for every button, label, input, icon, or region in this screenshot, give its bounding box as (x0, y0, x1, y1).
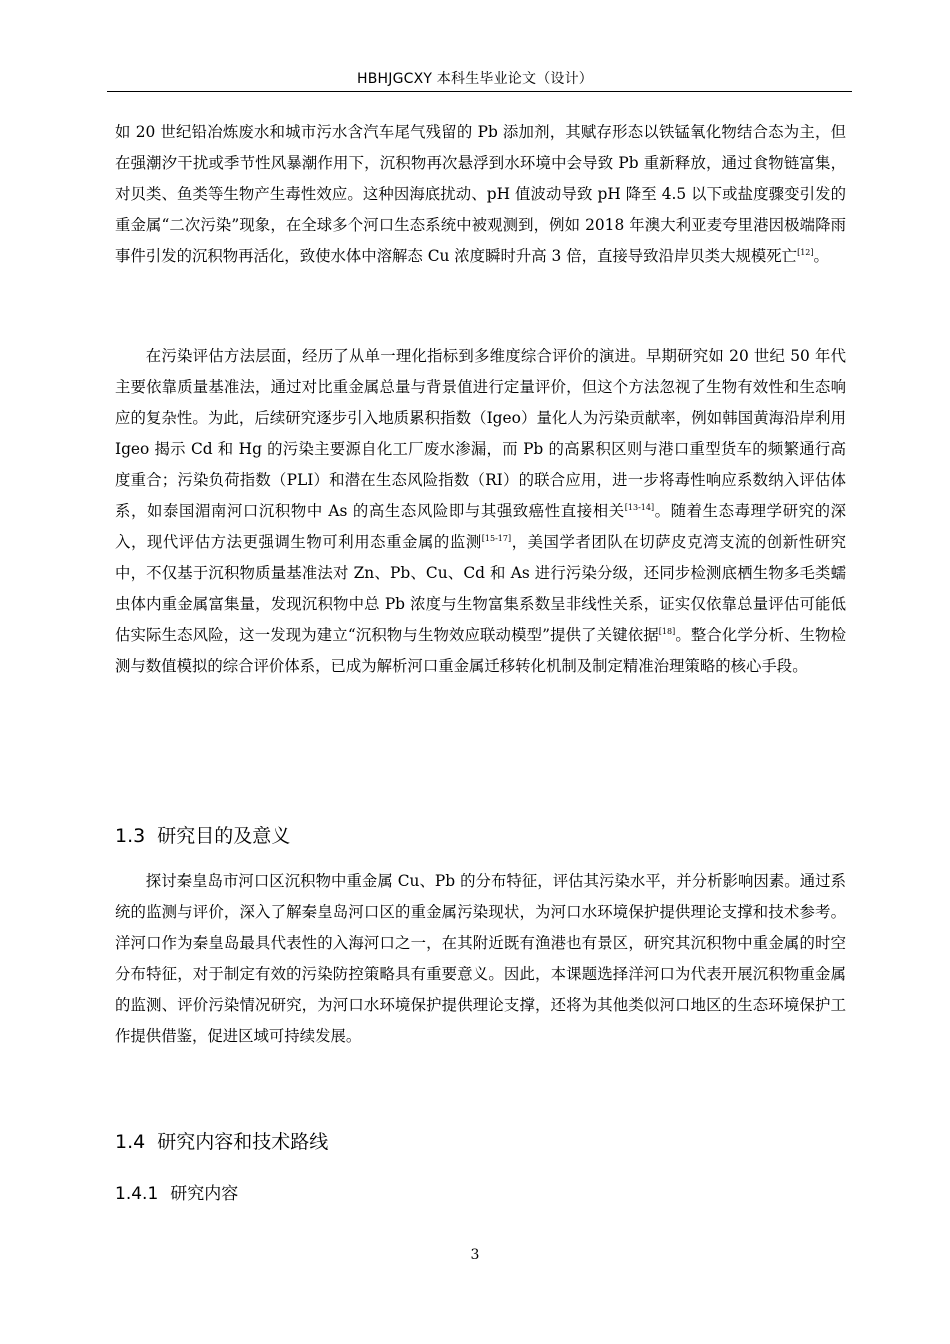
page-header: HBHJGCXY 本科生毕业论文（设计） (356, 71, 593, 87)
paragraph-2-seg4: 。整合化学分析、生物检测与数值模拟的综合评价体系，已成为解析河口重金属迁移转化机制及制定精准治理策略的核心手段。 (115, 626, 846, 675)
section-heading-1-3 (115, 821, 290, 848)
paragraph-2 (115, 341, 846, 682)
header-rule (107, 91, 852, 92)
citation-13-14: [13-14] (624, 502, 655, 512)
section-number: 1.4 (115, 1131, 146, 1153)
paragraph-1-end: 。 (813, 247, 829, 265)
citation-15-17: [15-17] (481, 533, 512, 543)
section-number: 1.3 (115, 825, 146, 847)
subsection-number: 1.4.1 (115, 1184, 159, 1204)
paragraph-1 (115, 117, 846, 272)
page-number: 3 (470, 1247, 480, 1263)
subsection-title: 研究内容 (170, 1184, 239, 1204)
citation-18: [18] (658, 626, 676, 636)
subsection-heading-1-4-1 (115, 1179, 238, 1204)
citation-12: [12] (797, 247, 814, 257)
paragraph-3-text: 探讨秦皇岛市河口区沉积物中重金属 Cu、Pb 的分布特征，评估其污染水平，并分析影响因素。通过系统的监测与评价，深入了解秦皇岛河口区的重金属污染现状，为河口水环境保护提供理论支撑和技术参考。洋河口作为秦皇岛最具代表性的入海河口之一，在其附近既有渔港也有景区，研究其沉积物中重金属的时空分布特征，对于制定有效的污染防控策略具有重要意义。因此，本课题选择洋河口为代表开展沉积物重金属的监测、评价污染情况研究，为河口水环境保护提供理论支撑，还将为其他类似河口地区的生态环境保护工作提供借鉴，促进区域可持续发展。 (115, 872, 846, 1045)
section-title: 研究内容和技术路线 (157, 1131, 329, 1153)
paragraph-2-seg3: ，美国学者团队在切萨皮克湾支流的创新性研究中，不仅基于沉积物质量基准法对 Zn、Pb、Cu、Cd 和 As 进行污染分级，还同步检测底栖生物多毛类蠕虫体内重金属富集量，发现沉积物中总 Pb 浓度与生物富集系数呈非线性关系，证实仅依靠总量评估可能低估实际生态风险，这一发现为建立“沉积物与生物效应联动模型”提供了关键依据 (115, 533, 846, 644)
section-heading-1-4 (115, 1127, 328, 1154)
paragraph-2-seg1: 在污染评估方法层面，经历了从单一理化指标到多维度综合评价的演进。早期研究如 20 世纪 50 年代主要依靠质量基准法，通过对比重金属总量与背景值进行定量评价，但这个方法忽视了生物有效性和生态响应的复杂性。为此，后续研究逐步引入地质累积指数（Igeo）量化人为污染贡献率，例如韩国黄海沿岸利用 Igeo 揭示 Cd 和 Hg 的污染主要源自化工厂废水渗漏，而 Pb 的高累积区则与港口重型货车的频繁通行高度重合；污染负荷指数（PLI）和潜在生态风险指数（RI）的联合应用，进一步将毒性响应系数纳入评估体系，如泰国湄南河口沉积物中 As 的高生态风险即与其强致癌性直接相关 (115, 347, 846, 520)
paragraph-3 (115, 866, 846, 1052)
paragraph-1-text: 如 20 世纪铅冶炼废水和城市污水含汽车尾气残留的 Pb 添加剂，其赋存形态以铁锰氧化物结合态为主，但在强潮汐干扰或季节性风暴潮作用下，沉积物再次悬浮到水环境中会导致 Pb 重新释放，通过食物链富集，对贝类、鱼类等生物产生毒性效应。这种因海底扰动、pH 值波动导致 pH 降至 4.5 以下或盐度骤变引发的重金属“二次污染”现象，在全球多个河口生态系统中被观测到，例如 2018 年澳大利亚麦夸里港因极端降雨事件引发的沉积物再活化，致使水体中溶解态 Cu 浓度瞬时升高 3 倍，直接导致沿岸贝类大规模死亡 (115, 123, 846, 265)
section-title: 研究目的及意义 (157, 825, 291, 847)
paragraph-2-seg2: 。随着生态毒理学研究的深入，现代评估方法更强调生物可利用态重金属的监测 (115, 502, 846, 551)
